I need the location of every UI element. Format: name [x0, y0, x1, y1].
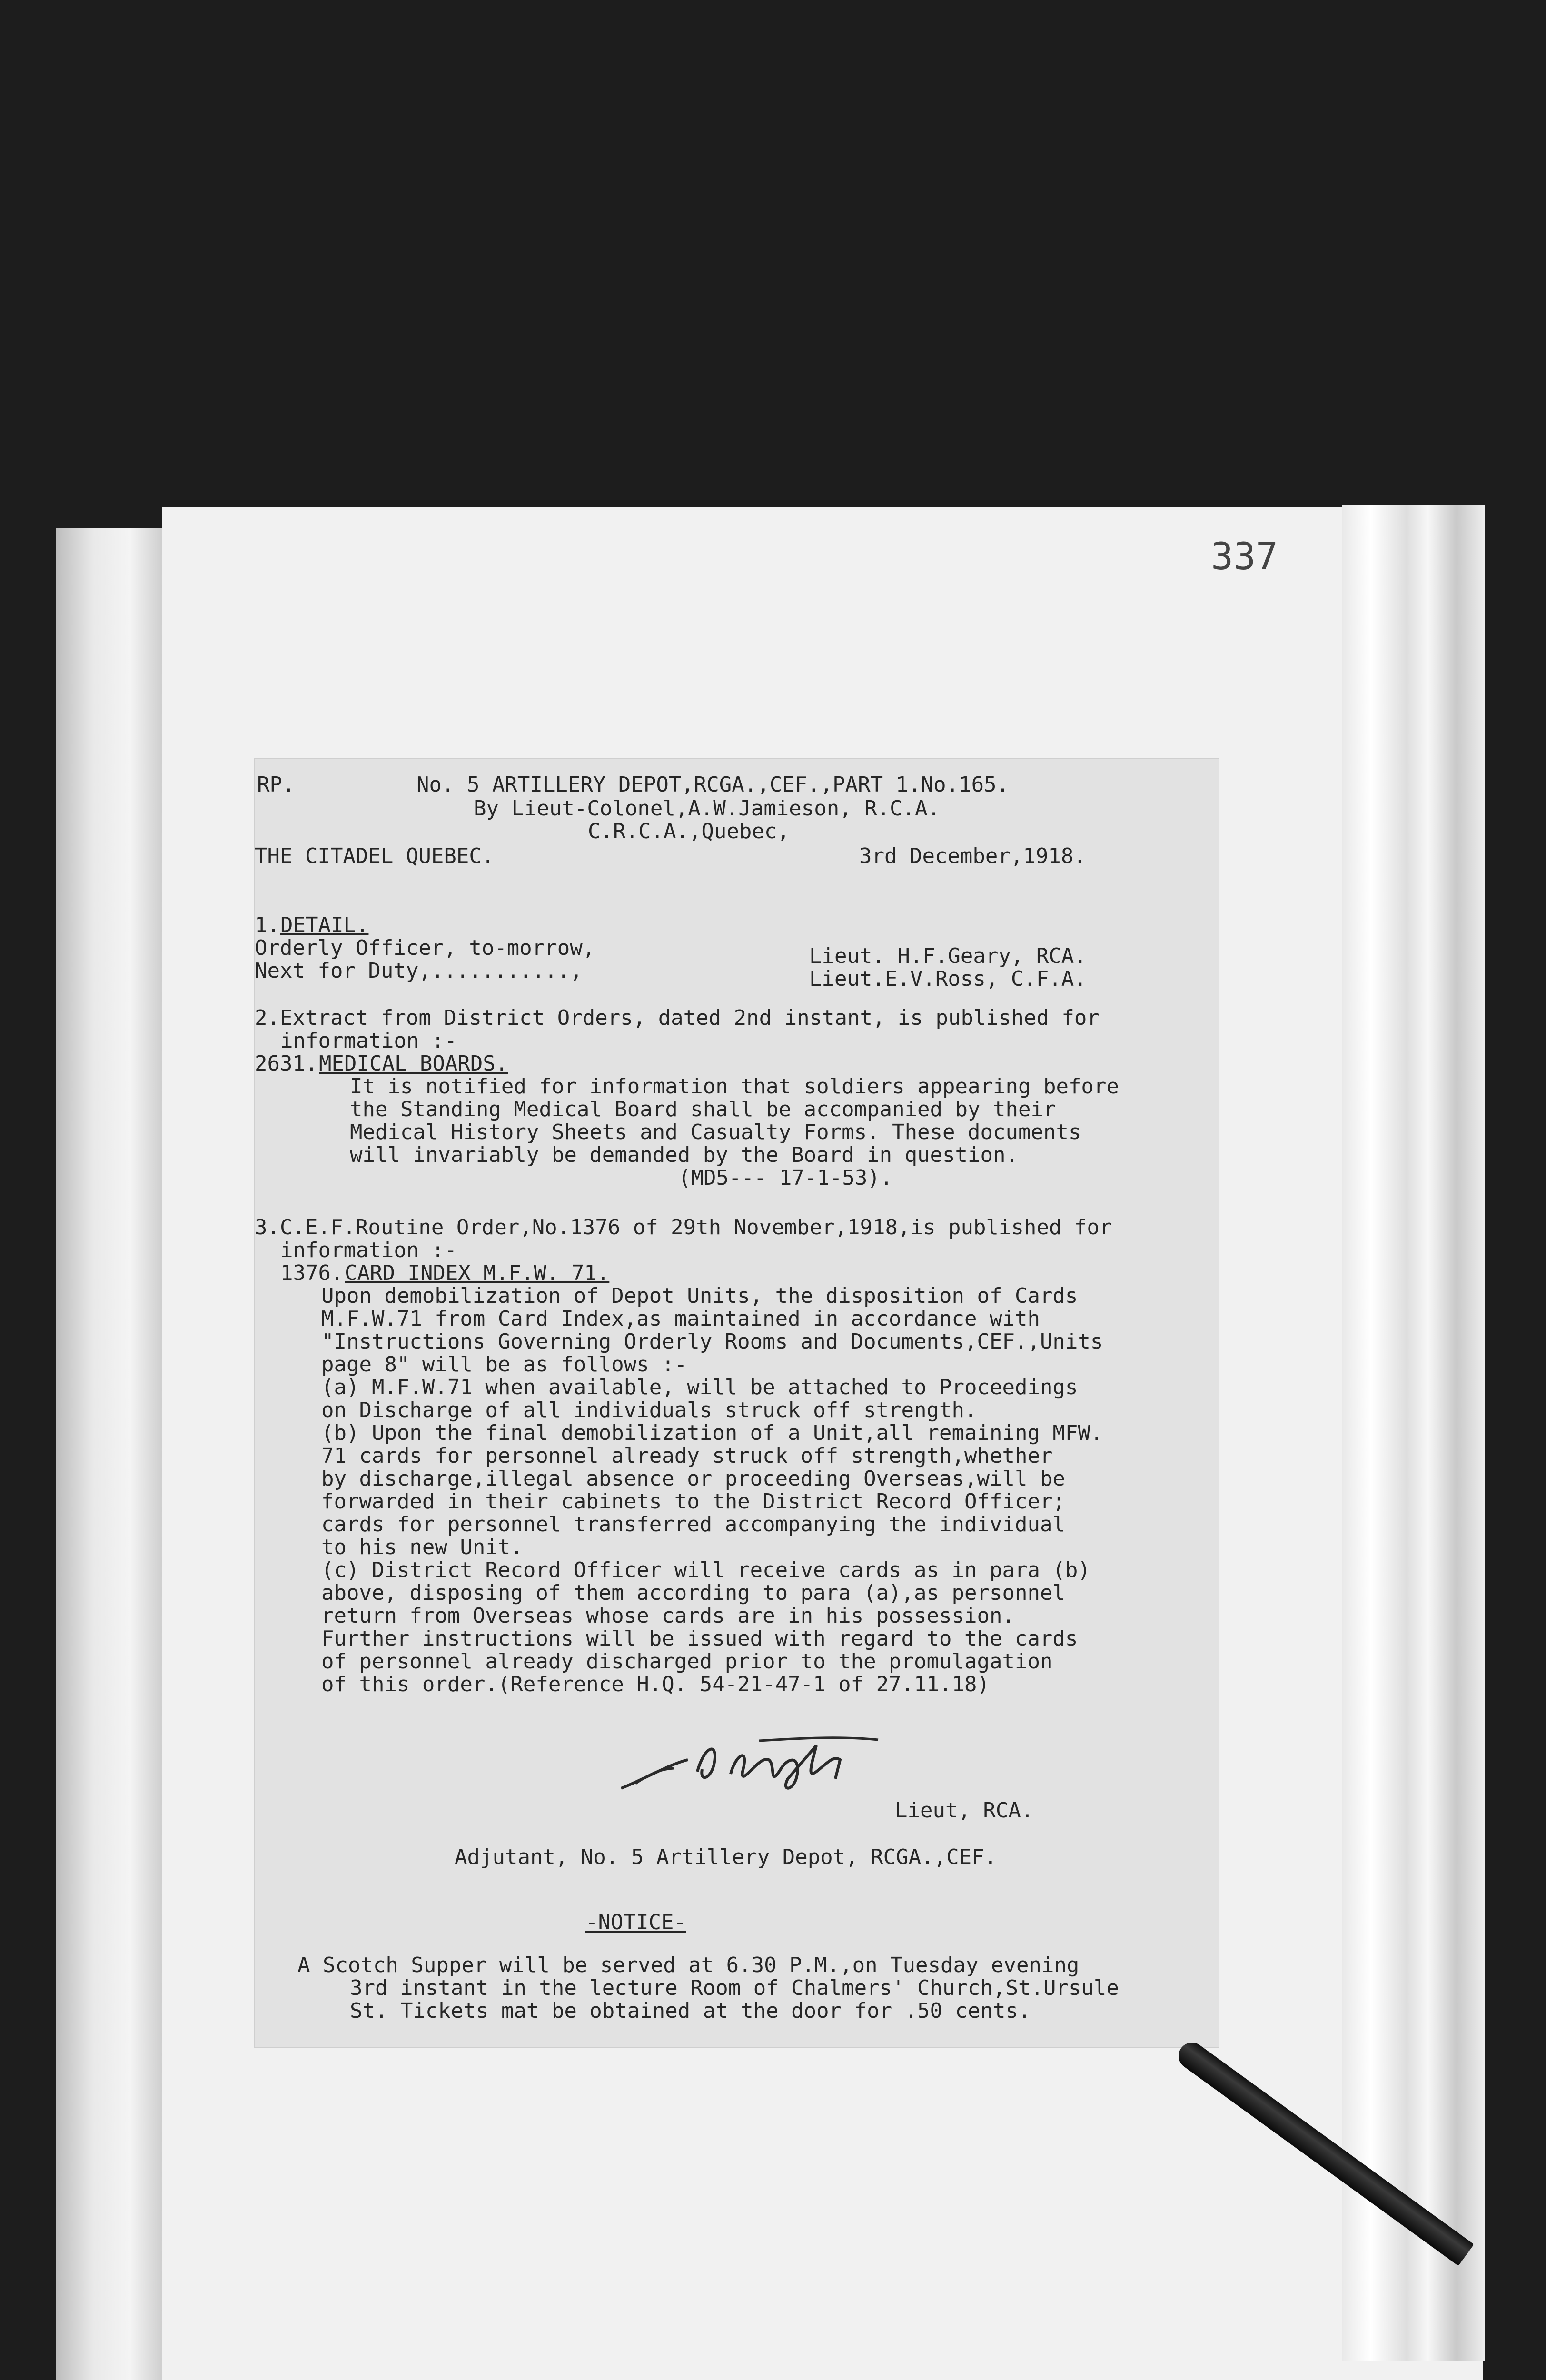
section-3-sub-title: CARD INDEX M.F.W. 71.: [345, 1261, 610, 1285]
section-3-paragraph: "Instructions Governing Orderly Rooms and Documents,CEF.,Units: [321, 1329, 1103, 1354]
section-3-sub-number: 1376.: [280, 1261, 344, 1285]
section-1-line: Next for Duty,...........,: [255, 959, 583, 983]
section-3-paragraph: Upon demobilization of Depot Units, the disposition of Cards: [321, 1284, 1078, 1308]
section-2-sub-title: MEDICAL BOARDS.: [319, 1051, 508, 1076]
section-3-item-b: forwarded in their cabinets to the District Record Officer;: [321, 1489, 1065, 1514]
notice-text: St. Tickets mat be obtained at the door for .50 cents.: [350, 1999, 1031, 2023]
section-3-item-b: to his new Unit.: [321, 1535, 523, 1559]
section-2-reference: (MD5--- 17-1-53).: [678, 1166, 893, 1190]
order-place: THE CITADEL QUEBEC.: [255, 844, 495, 868]
section-3-item-c: of personnel already discharged prior to the promulagation: [321, 1649, 1053, 1674]
section-2-line: 2.Extract from District Orders, dated 2nd instant, is published for: [255, 1006, 1100, 1030]
notice-title: -NOTICE-: [585, 1910, 686, 1934]
section-3-item-a: (a) M.F.W.71 when available, will be attached to Proceedings: [321, 1375, 1078, 1399]
adjutant-line: Adjutant, No. 5 Artillery Depot, RCGA.,CEF.: [455, 1845, 997, 1869]
section-3-item-c: above, disposing of them according to para (a),as personnel: [321, 1581, 1065, 1605]
section-3-item-b: 71 cards for personnel already struck off strength,whether: [321, 1444, 1053, 1468]
notice-text: 3rd instant in the lecture Room of Chalmers' Church,St.Ursule: [350, 1976, 1119, 2000]
order-date: 3rd December,1918.: [859, 844, 1086, 868]
reference-mark: RP.: [257, 773, 295, 797]
section-1-line: Orderly Officer, to-morrow,: [255, 936, 595, 960]
page-number: 337: [1211, 536, 1278, 578]
notice-text: A Scotch Supper will be served at 6.30 P.M.,on Tuesday evening: [297, 1953, 1080, 1977]
handwritten-signature: [616, 1726, 883, 1798]
section-2-paragraph: Medical History Sheets and Casualty Forms. These documents: [350, 1120, 1081, 1144]
section-3-paragraph: M.F.W.71 from Card Index,as maintained in accordance with: [321, 1307, 1040, 1331]
section-1-line: Lieut.E.V.Ross, C.F.A.: [809, 967, 1087, 991]
section-1-number: 1.: [255, 913, 280, 937]
section-3-line: information :-: [280, 1238, 457, 1262]
order-authority: By Lieut-Colonel,A.W.Jamieson, R.C.A.: [474, 796, 941, 821]
section-2-paragraph: It is notified for information that soldiers appearing before: [350, 1074, 1119, 1099]
section-2-paragraph: will invariably be demanded by the Board in question.: [350, 1143, 1018, 1167]
section-2-line: information :-: [280, 1029, 457, 1053]
stacked-page-edges: [1342, 505, 1485, 2361]
section-3-item-b: by discharge,illegal absence or proceeding Overseas,will be: [321, 1467, 1065, 1491]
daily-order-sheet: [255, 759, 1219, 2047]
section-3-item-c: (c) District Record Officer will receive cards as in para (b): [321, 1558, 1090, 1582]
section-2-sub-number: 2631.: [255, 1051, 318, 1076]
section-3-item-c: return from Overseas whose cards are in his possession.: [321, 1604, 1015, 1628]
section-1-title: DETAIL.: [280, 913, 369, 937]
section-3-item-c: Further instructions will be issued with regard to the cards: [321, 1626, 1078, 1651]
section-3-line: 3.C.E.F.Routine Order,No.1376 of 29th November,1918,is published for: [255, 1215, 1112, 1240]
section-1-line: Lieut. H.F.Geary, RCA.: [809, 944, 1087, 968]
left-page-edge: [56, 528, 162, 2380]
section-3-item-b: cards for personnel transferred accompanying the individual: [321, 1512, 1065, 1537]
section-3-item-b: (b) Upon the final demobilization of a Unit,all remaining MFW.: [321, 1421, 1103, 1445]
order-heading: No. 5 ARTILLERY DEPOT,RCGA.,CEF.,PART 1.No.165.: [416, 773, 1010, 797]
signature-rank: Lieut, RCA.: [895, 1798, 1034, 1823]
order-authority-office: C.R.C.A.,Quebec,: [588, 819, 790, 843]
section-2-paragraph: the Standing Medical Board shall be accompanied by their: [350, 1097, 1056, 1121]
section-3-paragraph: page 8" will be as follows :-: [321, 1352, 687, 1377]
section-3-item-c: of this order.(Reference H.Q. 54-21-47-1 of 27.11.18): [321, 1672, 990, 1696]
section-3-item-a: on Discharge of all individuals struck off strength.: [321, 1398, 977, 1422]
